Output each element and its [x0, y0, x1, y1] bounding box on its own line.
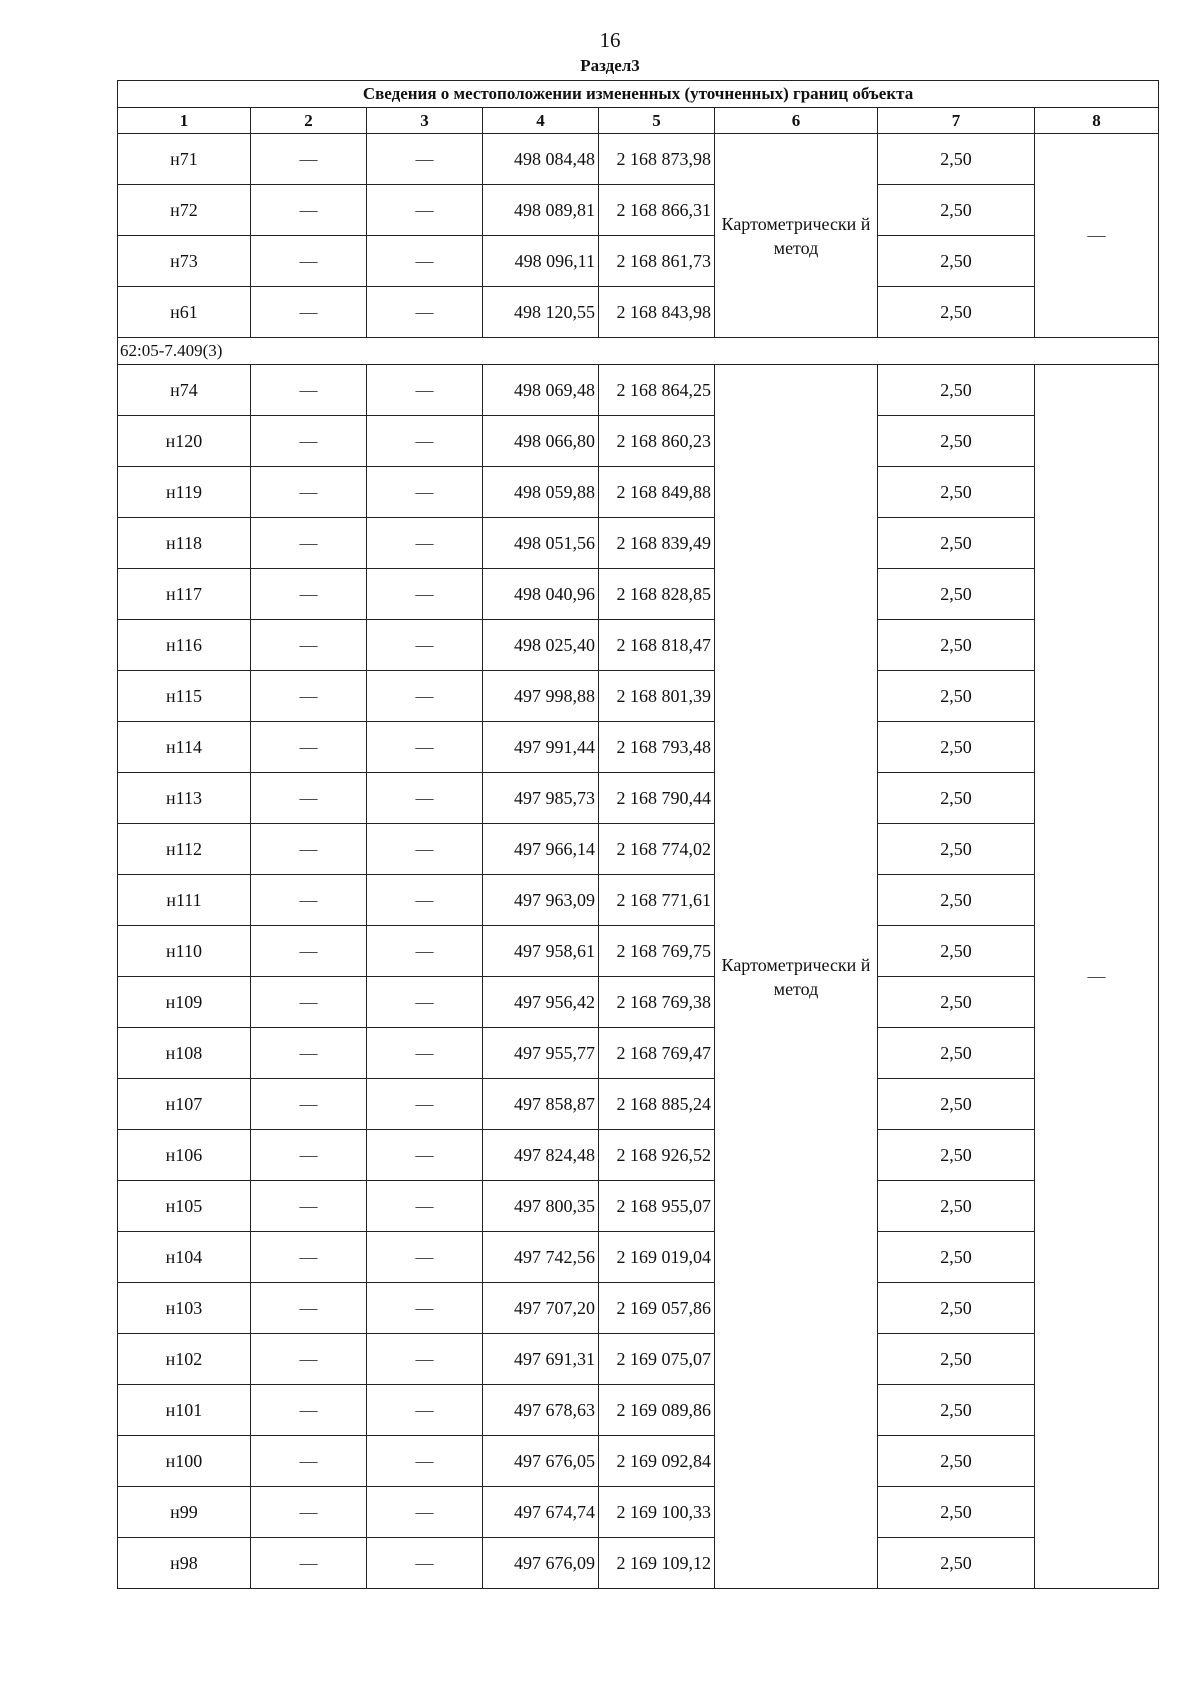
point-name-cell: н116 — [118, 620, 251, 671]
column-2-cell: — — [251, 1079, 367, 1130]
column-2-cell: — — [251, 569, 367, 620]
column-2-cell: — — [251, 1028, 367, 1079]
column-2-cell: — — [251, 1385, 367, 1436]
table-row — [118, 1283, 1159, 1334]
accuracy-cell: 2,50 — [878, 722, 1035, 773]
group-label-row — [118, 338, 1159, 365]
table-body — [118, 134, 1159, 1589]
point-name-cell: н112 — [118, 824, 251, 875]
column-2-cell: — — [251, 287, 367, 338]
column-3-cell: — — [367, 467, 483, 518]
x-coordinate-cell: 497 824,48 — [483, 1130, 599, 1181]
accuracy-cell: 2,50 — [878, 287, 1035, 338]
y-coordinate-cell: 2 168 818,47 — [599, 620, 715, 671]
column-3-cell: — — [367, 416, 483, 467]
accuracy-cell: 2,50 — [878, 185, 1035, 236]
x-coordinate-cell: 497 985,73 — [483, 773, 599, 824]
column-3-cell: — — [367, 569, 483, 620]
column-3-cell: — — [367, 926, 483, 977]
point-name-cell: н115 — [118, 671, 251, 722]
column-2-cell: — — [251, 134, 367, 185]
x-coordinate-cell: 498 120,55 — [483, 287, 599, 338]
column-2-cell: — — [251, 467, 367, 518]
point-name-cell: н104 — [118, 1232, 251, 1283]
column-3-cell: — — [367, 185, 483, 236]
point-name-cell: н109 — [118, 977, 251, 1028]
point-name-cell: н110 — [118, 926, 251, 977]
x-coordinate-cell: 497 742,56 — [483, 1232, 599, 1283]
y-coordinate-cell: 2 168 926,52 — [599, 1130, 715, 1181]
accuracy-cell: 2,50 — [878, 671, 1035, 722]
column-3-cell: — — [367, 1181, 483, 1232]
column-3-cell: — — [367, 1283, 483, 1334]
column-3-cell: — — [367, 773, 483, 824]
table-row — [118, 1436, 1159, 1487]
column-2-cell: — — [251, 620, 367, 671]
x-coordinate-cell: 498 084,48 — [483, 134, 599, 185]
table-row — [118, 1334, 1159, 1385]
y-coordinate-cell: 2 168 801,39 — [599, 671, 715, 722]
point-name-cell: н117 — [118, 569, 251, 620]
table-row — [118, 134, 1159, 185]
y-coordinate-cell: 2 168 790,44 — [599, 773, 715, 824]
point-name-cell: н108 — [118, 1028, 251, 1079]
accuracy-cell: 2,50 — [878, 1079, 1035, 1130]
table-row — [118, 185, 1159, 236]
accuracy-cell: 2,50 — [878, 875, 1035, 926]
column-2-cell: — — [251, 773, 367, 824]
table-row — [118, 824, 1159, 875]
point-name-cell: н74 — [118, 365, 251, 416]
table-row — [118, 569, 1159, 620]
y-coordinate-cell: 2 168 839,49 — [599, 518, 715, 569]
point-name-cell: н113 — [118, 773, 251, 824]
table-row — [118, 518, 1159, 569]
y-coordinate-cell: 2 168 885,24 — [599, 1079, 715, 1130]
y-coordinate-cell: 2 169 075,07 — [599, 1334, 715, 1385]
method-cell: Картометрически й метод — [715, 365, 878, 1589]
column-2-cell: — — [251, 926, 367, 977]
accuracy-cell: 2,50 — [878, 236, 1035, 287]
table-row — [118, 1232, 1159, 1283]
y-coordinate-cell: 2 169 092,84 — [599, 1436, 715, 1487]
point-name-cell: н61 — [118, 287, 251, 338]
accuracy-cell: 2,50 — [878, 416, 1035, 467]
y-coordinate-cell: 2 168 774,02 — [599, 824, 715, 875]
x-coordinate-cell: 497 800,35 — [483, 1181, 599, 1232]
column-number-header: 7 — [878, 108, 1035, 134]
x-coordinate-cell: 497 707,20 — [483, 1283, 599, 1334]
table-row — [118, 926, 1159, 977]
accuracy-cell: 2,50 — [878, 824, 1035, 875]
point-name-cell: н120 — [118, 416, 251, 467]
y-coordinate-cell: 2 169 100,33 — [599, 1487, 715, 1538]
point-name-cell: н107 — [118, 1079, 251, 1130]
accuracy-cell: 2,50 — [878, 1436, 1035, 1487]
x-coordinate-cell: 497 676,05 — [483, 1436, 599, 1487]
table-row — [118, 1385, 1159, 1436]
x-coordinate-cell: 497 858,87 — [483, 1079, 599, 1130]
point-name-cell: н98 — [118, 1538, 251, 1589]
column-3-cell: — — [367, 875, 483, 926]
point-name-cell: н114 — [118, 722, 251, 773]
y-coordinate-cell: 2 169 057,86 — [599, 1283, 715, 1334]
accuracy-cell: 2,50 — [878, 1487, 1035, 1538]
table-row — [118, 1130, 1159, 1181]
column-2-cell: — — [251, 1436, 367, 1487]
x-coordinate-cell: 498 069,48 — [483, 365, 599, 416]
point-name-cell: н73 — [118, 236, 251, 287]
accuracy-cell: 2,50 — [878, 518, 1035, 569]
column-3-cell: — — [367, 236, 483, 287]
table-row — [118, 236, 1159, 287]
y-coordinate-cell: 2 168 769,38 — [599, 977, 715, 1028]
x-coordinate-cell: 497 958,61 — [483, 926, 599, 977]
y-coordinate-cell: 2 168 873,98 — [599, 134, 715, 185]
column-3-cell: — — [367, 671, 483, 722]
column-8-cell: — — [1035, 365, 1159, 1589]
column-2-cell: — — [251, 824, 367, 875]
column-2-cell: — — [251, 518, 367, 569]
column-3-cell: — — [367, 518, 483, 569]
table-row — [118, 1079, 1159, 1130]
accuracy-cell: 2,50 — [878, 1538, 1035, 1589]
column-number-header: 5 — [599, 108, 715, 134]
table-row — [118, 1538, 1159, 1589]
column-3-cell: — — [367, 1232, 483, 1283]
method-cell: Картометрически й метод — [715, 134, 878, 338]
accuracy-cell: 2,50 — [878, 134, 1035, 185]
y-coordinate-cell: 2 168 860,23 — [599, 416, 715, 467]
y-coordinate-cell: 2 168 843,98 — [599, 287, 715, 338]
column-number-header: 4 — [483, 108, 599, 134]
x-coordinate-cell: 498 040,96 — [483, 569, 599, 620]
table-row — [118, 1181, 1159, 1232]
column-number-header: 3 — [367, 108, 483, 134]
y-coordinate-cell: 2 169 019,04 — [599, 1232, 715, 1283]
y-coordinate-cell: 2 168 771,61 — [599, 875, 715, 926]
y-coordinate-cell: 2 169 089,86 — [599, 1385, 715, 1436]
column-number-header: 2 — [251, 108, 367, 134]
accuracy-cell: 2,50 — [878, 1181, 1035, 1232]
x-coordinate-cell: 498 059,88 — [483, 467, 599, 518]
table-row — [118, 287, 1159, 338]
point-name-cell: н72 — [118, 185, 251, 236]
column-number-header: 8 — [1035, 108, 1159, 134]
point-name-cell: н106 — [118, 1130, 251, 1181]
accuracy-cell: 2,50 — [878, 1130, 1035, 1181]
x-coordinate-cell: 498 089,81 — [483, 185, 599, 236]
table-row — [118, 671, 1159, 722]
x-coordinate-cell: 498 025,40 — [483, 620, 599, 671]
column-3-cell: — — [367, 134, 483, 185]
accuracy-cell: 2,50 — [878, 620, 1035, 671]
point-name-cell: н105 — [118, 1181, 251, 1232]
y-coordinate-cell: 2 168 866,31 — [599, 185, 715, 236]
table-row — [118, 875, 1159, 926]
point-name-cell: н100 — [118, 1436, 251, 1487]
table-row — [118, 1028, 1159, 1079]
column-3-cell: — — [367, 1028, 483, 1079]
x-coordinate-cell: 497 691,31 — [483, 1334, 599, 1385]
x-coordinate-cell: 497 956,42 — [483, 977, 599, 1028]
column-2-cell: — — [251, 875, 367, 926]
table-row — [118, 773, 1159, 824]
table-row — [118, 467, 1159, 518]
group-label: 62:05-7.409(3) — [118, 338, 1159, 365]
x-coordinate-cell: 497 991,44 — [483, 722, 599, 773]
page-number: 16 — [599, 28, 621, 52]
y-coordinate-cell: 2 168 828,85 — [599, 569, 715, 620]
table-row — [118, 365, 1159, 416]
accuracy-cell: 2,50 — [878, 977, 1035, 1028]
y-coordinate-cell: 2 168 955,07 — [599, 1181, 715, 1232]
column-3-cell: — — [367, 620, 483, 671]
table-caption: Сведения о местоположении измененных (уточненных) границ объекта — [118, 81, 1159, 108]
column-3-cell: — — [367, 1385, 483, 1436]
accuracy-cell: 2,50 — [878, 1385, 1035, 1436]
column-3-cell: — — [367, 1538, 483, 1589]
column-3-cell: — — [367, 1130, 483, 1181]
column-3-cell: — — [367, 977, 483, 1028]
boundary-coordinates-table — [117, 80, 1159, 1589]
accuracy-cell: 2,50 — [878, 569, 1035, 620]
x-coordinate-cell: 497 963,09 — [483, 875, 599, 926]
x-coordinate-cell: 497 955,77 — [483, 1028, 599, 1079]
column-2-cell: — — [251, 236, 367, 287]
column-3-cell: — — [367, 1487, 483, 1538]
table-row — [118, 977, 1159, 1028]
accuracy-cell: 2,50 — [878, 1334, 1035, 1385]
column-2-cell: — — [251, 416, 367, 467]
column-3-cell: — — [367, 287, 483, 338]
y-coordinate-cell: 2 168 864,25 — [599, 365, 715, 416]
column-2-cell: — — [251, 1181, 367, 1232]
point-name-cell: н71 — [118, 134, 251, 185]
accuracy-cell: 2,50 — [878, 1232, 1035, 1283]
column-3-cell: — — [367, 1436, 483, 1487]
y-coordinate-cell: 2 168 769,75 — [599, 926, 715, 977]
column-2-cell: — — [251, 977, 367, 1028]
point-name-cell: н111 — [118, 875, 251, 926]
column-3-cell: — — [367, 722, 483, 773]
table-row — [118, 1487, 1159, 1538]
point-name-cell: н118 — [118, 518, 251, 569]
point-name-cell: н99 — [118, 1487, 251, 1538]
x-coordinate-cell: 497 678,63 — [483, 1385, 599, 1436]
accuracy-cell: 2,50 — [878, 926, 1035, 977]
section-title: Раздел3 — [580, 56, 640, 75]
accuracy-cell: 2,50 — [878, 773, 1035, 824]
column-3-cell: — — [367, 1334, 483, 1385]
column-2-cell: — — [251, 671, 367, 722]
column-2-cell: — — [251, 1232, 367, 1283]
point-name-cell: н101 — [118, 1385, 251, 1436]
x-coordinate-cell: 497 966,14 — [483, 824, 599, 875]
column-numbers-row — [118, 108, 1159, 134]
point-name-cell: н102 — [118, 1334, 251, 1385]
column-2-cell: — — [251, 1130, 367, 1181]
column-3-cell: — — [367, 1079, 483, 1130]
column-number-header: 1 — [118, 108, 251, 134]
table-row — [118, 620, 1159, 671]
y-coordinate-cell: 2 168 793,48 — [599, 722, 715, 773]
column-number-header: 6 — [715, 108, 878, 134]
accuracy-cell: 2,50 — [878, 1283, 1035, 1334]
column-2-cell: — — [251, 1334, 367, 1385]
x-coordinate-cell: 497 674,74 — [483, 1487, 599, 1538]
column-2-cell: — — [251, 722, 367, 773]
table-row — [118, 416, 1159, 467]
column-3-cell: — — [367, 365, 483, 416]
y-coordinate-cell: 2 169 109,12 — [599, 1538, 715, 1589]
x-coordinate-cell: 498 096,11 — [483, 236, 599, 287]
x-coordinate-cell: 497 676,09 — [483, 1538, 599, 1589]
column-2-cell: — — [251, 185, 367, 236]
column-2-cell: — — [251, 1487, 367, 1538]
x-coordinate-cell: 498 066,80 — [483, 416, 599, 467]
column-2-cell: — — [251, 365, 367, 416]
accuracy-cell: 2,50 — [878, 1028, 1035, 1079]
column-3-cell: — — [367, 824, 483, 875]
column-2-cell: — — [251, 1538, 367, 1589]
accuracy-cell: 2,50 — [878, 467, 1035, 518]
y-coordinate-cell: 2 168 861,73 — [599, 236, 715, 287]
table-row — [118, 722, 1159, 773]
column-8-cell: — — [1035, 134, 1159, 338]
y-coordinate-cell: 2 168 769,47 — [599, 1028, 715, 1079]
column-2-cell: — — [251, 1283, 367, 1334]
x-coordinate-cell: 497 998,88 — [483, 671, 599, 722]
accuracy-cell: 2,50 — [878, 365, 1035, 416]
x-coordinate-cell: 498 051,56 — [483, 518, 599, 569]
y-coordinate-cell: 2 168 849,88 — [599, 467, 715, 518]
point-name-cell: н119 — [118, 467, 251, 518]
point-name-cell: н103 — [118, 1283, 251, 1334]
